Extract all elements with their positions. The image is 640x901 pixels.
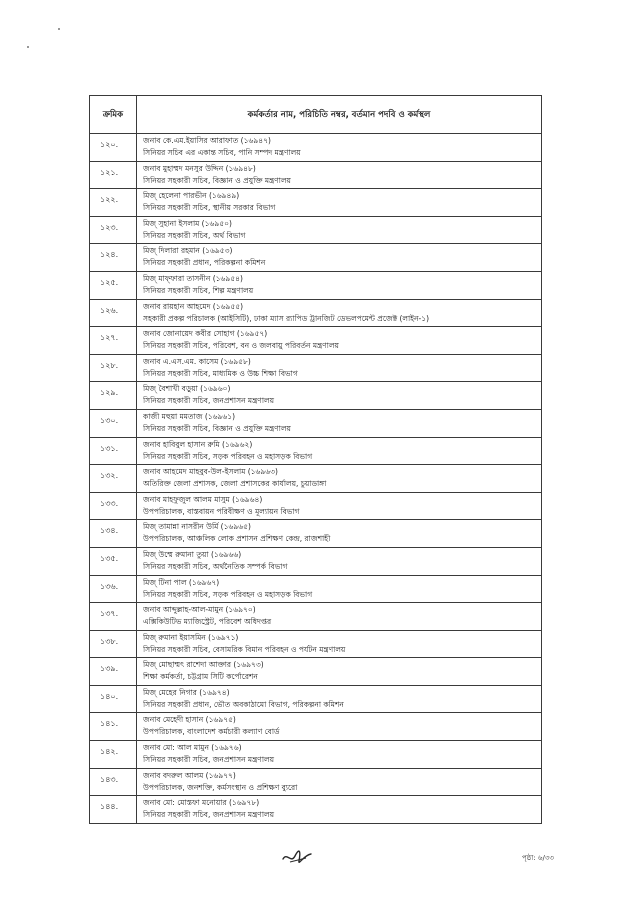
officer-name: মিজ্ বৈশাখী বড়ুয়া (১৬৯৬০) (143, 384, 231, 394)
officer-details (137, 492, 542, 520)
table-row (90, 189, 542, 217)
officer-name: জনাব হাবিবুল হাসান রুমি (১৬৯৬২) (143, 439, 253, 449)
officer-details (137, 216, 542, 244)
serial-number: ১২৭. (90, 327, 137, 355)
serial-number: ১৪০. (90, 685, 137, 713)
serial-number: ১৩৭. (90, 603, 137, 631)
serial-number: ১৪৪. (90, 796, 137, 824)
officer-name: জনাব এ.এস.এম. কাসেম (১৬৯৫৮) (143, 356, 251, 366)
serial-number: ১৩১. (90, 437, 137, 465)
serial-number: ১৩২. (90, 465, 137, 493)
officer-name: জনাব মেহেদী হাসান (১৬৯৭৫) (143, 715, 236, 725)
officer-details (137, 575, 542, 603)
officer-details (137, 327, 542, 355)
table-row (90, 327, 542, 355)
table-row (90, 630, 542, 658)
officer-details (137, 520, 542, 548)
officer-post: উপপরিচালক, আঞ্চলিক লোক প্রশাসন প্রশিক্ষণ কেন্দ্র, রাজশাহী (143, 534, 331, 544)
table-row (90, 492, 542, 520)
serial-number: ১৪২. (90, 741, 137, 769)
table-row (90, 134, 542, 162)
officer-details (137, 189, 542, 217)
officer-details (137, 134, 542, 162)
scan-speck (58, 28, 60, 30)
serial-number: ১২০. (90, 134, 137, 162)
serial-number: ১২৫. (90, 271, 137, 299)
officer-details (137, 465, 542, 493)
officer-name: জনাব জোনায়েদ কবীর সোহাগ (১৬৯৫৭) (143, 329, 268, 339)
table-row (90, 796, 542, 824)
officer-name: জনাব রায়হান আহমেদ (১৬৯৫৫) (143, 301, 244, 311)
officer-details (137, 437, 542, 465)
table-row (90, 658, 542, 686)
officer-name: মিজ্ মাফ্ফারা তাসনীন (১৬৯৫৪) (143, 273, 243, 283)
officer-roster-table (89, 95, 542, 824)
officer-name: জনাব আহমেদ মাহবুব-উল-ইসলাম (১৬৯৬৩) (143, 467, 278, 477)
serial-number: ১২২. (90, 189, 137, 217)
table-header-row (90, 96, 542, 134)
officer-name: জনাব কে.এম.ইয়াসির আরাফাত (১৬৯৪৭) (143, 136, 271, 145)
officer-post: সিনিয়র সহকারী সচিব, মাধ্যমিক ও উচ্চ শিক্ষা বিভাগ (143, 368, 298, 378)
officer-post: শিক্ষা কর্মকর্তা, চট্টগ্রাম সিটি কর্পোরেশন (143, 672, 258, 682)
table-row (90, 244, 542, 272)
serial-number: ১২৬. (90, 299, 137, 327)
officer-post: উপপরিচালক, বাস্তবায়ন পরিবীক্ষণ ও মূল্যায়ন বিভাগ (143, 506, 300, 516)
officer-details (137, 244, 542, 272)
table-row (90, 354, 542, 382)
table-row (90, 271, 542, 299)
officer-name: মিজ্ টিনা পাল (১৬৯৬৭) (143, 577, 220, 587)
table-row (90, 437, 542, 465)
officer-post: সিনিয়র সহকারী সচিব, জনপ্রশাসন মন্ত্রণালয় (143, 396, 275, 406)
officer-post: উপপরিচালক, বাংলাদেশ কর্মচারী কল্যাণ বোর্ড (143, 727, 280, 737)
officer-post: সহকারী প্রকল্প পরিচালক (আইসিটি), ঢাকা ম্যাস র‍্যাপিড ট্রানজিট ডেভলপমেন্ট প্রজেক্ট (লাইন-১) (143, 313, 430, 323)
officer-post: সিনিয়র সহকারী সচিব, অর্থ বিভাগ (143, 230, 246, 240)
table-row (90, 409, 542, 437)
officer-name: জনাব মো: আল মামুন (১৬৯৭৬) (143, 743, 242, 753)
serial-number: ১২৪. (90, 244, 137, 272)
serial-number: ১৩৬. (90, 575, 137, 603)
officer-name: জনাব মুহাম্মদ মনসুর উদ্দিন (১৬৯৪৮) (143, 163, 256, 173)
signature-mark (280, 846, 314, 868)
officer-details (137, 768, 542, 796)
serial-number: ১৩৯. (90, 658, 137, 686)
table-row (90, 520, 542, 548)
officer-name: কাজী মহুয়া মমতাজ (১৬৯৬১) (143, 411, 236, 421)
roster-body (90, 134, 542, 824)
officer-post: এক্সিকিউটিভ ম্যাজিস্ট্রেট, পরিবেশ অধিদপ্তর (143, 617, 272, 627)
officer-details (137, 299, 542, 327)
serial-number: ১৩৮. (90, 630, 137, 658)
officer-post: সিনিয়র সহকারী সচিব, জনপ্রশাসন মন্ত্রণালয় (143, 755, 275, 765)
scan-speck (27, 46, 29, 48)
table-row (90, 465, 542, 493)
officer-post: অতিরিক্ত জেলা প্রশাসক, জেলা প্রশাসকের কার্যালয়, চুয়াডাঙ্গা (143, 479, 327, 489)
officer-post: সিনিয়র সহকারী সচিব, স্থানীয় সরকার বিভাগ (143, 203, 276, 213)
officer-details (137, 271, 542, 299)
serial-number: ১২৩. (90, 216, 137, 244)
table-row (90, 603, 542, 631)
officer-details (137, 603, 542, 631)
officer-details (137, 741, 542, 769)
officer-name: মিজ্ সুহানা ইসলাম (১৬৯৫০) (143, 218, 232, 228)
officer-details (137, 685, 542, 713)
officer-details (137, 354, 542, 382)
table-row (90, 768, 542, 796)
officer-post: সিনিয়র সহকারী সচিব, শিল্প মন্ত্রণালয় (143, 285, 254, 295)
table-row (90, 685, 542, 713)
officer-details (137, 547, 542, 575)
officer-details (137, 161, 542, 189)
officer-details (137, 713, 542, 741)
serial-number: ১৩৩. (90, 492, 137, 520)
serial-number: ১৪১. (90, 713, 137, 741)
officer-details (137, 382, 542, 410)
officer-name: মিজ্ রুমানা ইয়াসমিন (১৬৯৭১) (143, 632, 239, 642)
table-row (90, 547, 542, 575)
page-number: পৃষ্ঠা: ৬/৩৩ (522, 854, 554, 862)
serial-number: ১২৮. (90, 354, 137, 382)
description-column-header: কর্মকর্তার নাম, পরিচিতি নম্বর, বর্তমান পদবি ও কর্মস্থল (137, 96, 542, 134)
officer-name: জনাব মো: মোস্তফা মনোয়ার (১৬৯৭৮) (143, 798, 260, 808)
table-row (90, 575, 542, 603)
officer-post: সিনিয়র সহকারী সচিব, বিজ্ঞান ও প্রযুক্তি মন্ত্রণালয় (143, 175, 291, 185)
officer-details (137, 409, 542, 437)
officer-name: জনাব আব্দুল্লাহ-আল-মামুন (১৬৯৭০) (143, 605, 256, 615)
officer-details (137, 658, 542, 686)
officer-post: সিনিয়র সহকারী সচিব, জনপ্রশাসন মন্ত্রণালয় (143, 810, 275, 820)
officer-post: সিনিয়র সহকারী সচিব, বেসামরিক বিমান পরিবহন ও পর্যটন মন্ত্রণালয় (143, 644, 346, 654)
officer-name: মিজ্ উম্মে রুমানা তুয়া (১৬৯৬৬) (143, 549, 242, 559)
serial-number: ১৩৫. (90, 547, 137, 575)
table-row (90, 382, 542, 410)
officer-post: সিনিয়র সহকারী সচিব, বিজ্ঞান ও প্রযুক্তি মন্ত্রণালয় (143, 423, 291, 433)
officer-details (137, 630, 542, 658)
officer-post: সিনিয়র সহকারী সচিব, সড়ক পরিবহন ও মহাসড়ক বিভাগ (143, 589, 313, 599)
officer-post: সিনিয়র সহকারী সচিব, সড়ক পরিবহন ও মহাসড়ক বিভাগ (143, 451, 313, 461)
table-row (90, 299, 542, 327)
officer-post: উপপরিচালক, জনশক্তি, কর্মসংস্থান ও প্রশিক্ষণ ব্যুরো (143, 782, 298, 792)
officer-name: মিজ্ মোছাম্মৎ রাশেদা আক্তার (১৬৯৭৩) (143, 660, 264, 670)
table-row (90, 161, 542, 189)
table-row (90, 713, 542, 741)
officer-name: মিজ্ তামান্না নাসরীন উর্মি (১৬৯৬৫) (143, 522, 251, 532)
serial-column-header: ক্রমিক (90, 96, 137, 134)
officer-name: জনাব মাহফুজুল আলম মাসুম (১৬৯৬৪) (143, 494, 263, 504)
officer-name: মিজ্ হেলেনা পারভীন (১৬৯৪৯) (143, 191, 240, 201)
officer-post: সিনিয়র সচিব এর একান্ত সচিব, পানি সম্পদ মন্ত্রণালয় (143, 148, 301, 157)
serial-number: ১৪৩. (90, 768, 137, 796)
serial-number: ১২৯. (90, 382, 137, 410)
officer-post: সিনিয়র সহকারী সচিব, অর্থনৈতিক সম্পর্ক বিভাগ (143, 561, 288, 571)
serial-number: ১২১. (90, 161, 137, 189)
officer-details (137, 796, 542, 824)
officer-name: জনাব বদরুল আলম (১৬৯৭৭) (143, 770, 236, 780)
table-row (90, 741, 542, 769)
officer-name: মিজ্ মেহের নিগার (১৬৯৭৪) (143, 687, 230, 697)
table-row (90, 216, 542, 244)
officer-post: সিনিয়র সহকারী প্রধান, পরিকল্পনা কমিশন (143, 258, 266, 268)
serial-number: ১৩০. (90, 409, 137, 437)
serial-number: ১৩৪. (90, 520, 137, 548)
officer-post: সিনিয়র সহকারী প্রধান, ভৌত অবকাঠামো বিভাগ, পরিকল্পনা কমিশন (143, 699, 344, 709)
officer-post: সিনিয়র সহকারী সচিব, পরিবেশ, বন ও জলবায়ু পরিবর্তন মন্ত্রণালয় (143, 341, 339, 351)
officer-name: মিজ্ দিলারা রহমান (১৬৯৫৩) (143, 246, 233, 256)
